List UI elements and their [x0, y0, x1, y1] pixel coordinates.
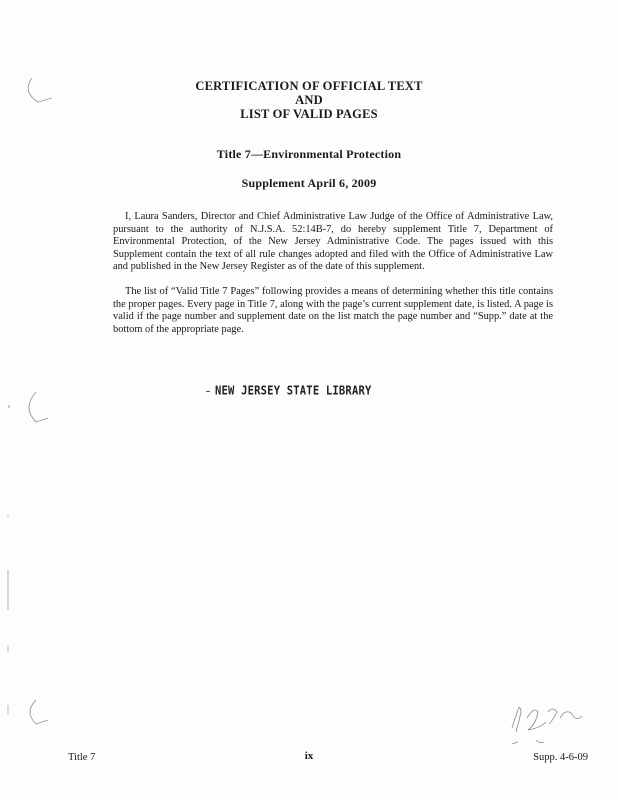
certification-heading: CERTIFICATION OF OFFICIAL TEXT: [195, 79, 423, 93]
handwritten-initials-icon: [512, 707, 582, 744]
heading-and: AND: [295, 93, 323, 107]
stamp-dot: [206, 391, 210, 392]
valid-pages-paragraph: The list of “Valid Title 7 Pages” following provides a means of determining whether this title contains the proper pages. Every page in Title 7, along with the page’s current supplement date, is listed. A page is valid if the page number and supplement date on the list match the page number and “Supp.” date at the bottom of the appropriate page.: [113, 286, 553, 335]
binder-hole-middle: [29, 392, 48, 422]
page-number: ix: [304, 750, 314, 762]
footer-supplement: Supp. 4-6-09: [533, 752, 588, 763]
valid-pages-heading: LIST OF VALID PAGES: [240, 107, 378, 121]
supplement-date: Supplement April 6, 2009: [241, 176, 377, 190]
footer-title: Title 7: [68, 752, 96, 763]
binder-hole-bottom: [30, 700, 48, 724]
certification-paragraph: I, Laura Sanders, Director and Chief Administrative Law Judge of the Office of Administrative Law, pursuant to the authority of N.J.S.A. 52:14B-7, do hereby supplement Title 7, Department of Environmental Protection, of the New Jersey Administrative Code. The pages issued with this Supplement contain the text of all rule changes adopted and filed with the Office of Administrative Law and published in the New Jersey Register as of the date of this supplement.: [113, 211, 553, 273]
title-heading: Title 7—Environmental Protection: [216, 147, 402, 161]
library-stamp: NEW JERSEY STATE LIBRARY: [215, 384, 372, 398]
